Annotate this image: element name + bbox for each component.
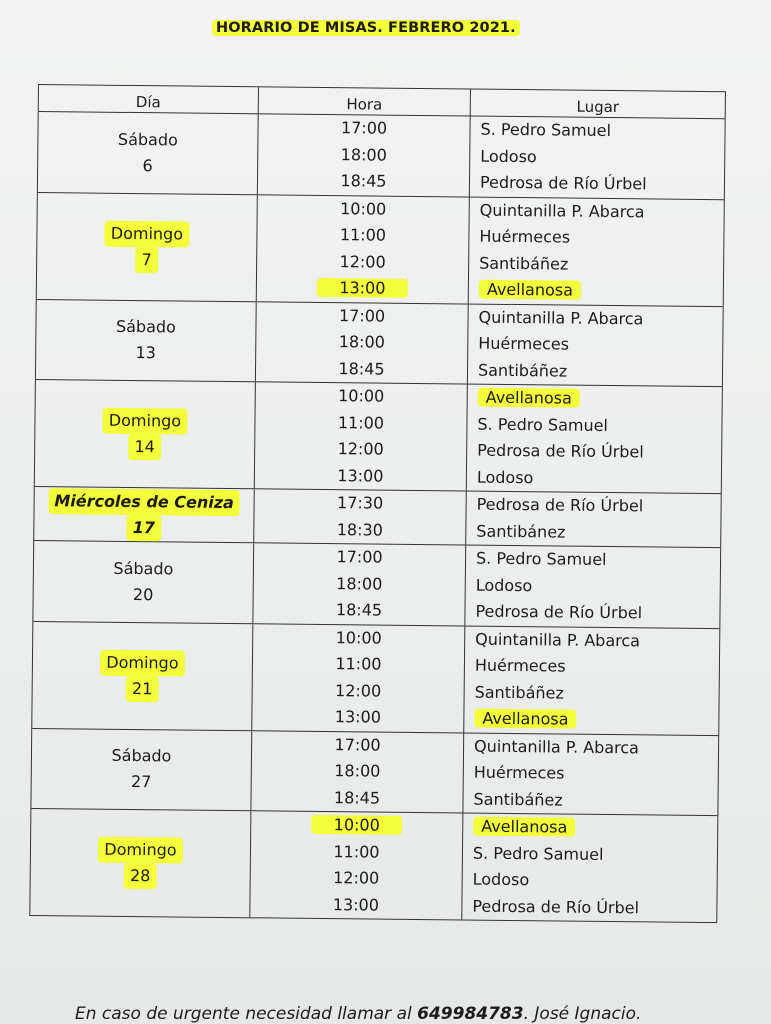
hora-row [256,328,467,357]
lugar-row [467,464,721,493]
day-group [37,193,724,307]
hora-row [256,382,467,411]
lugar-cell [466,492,721,548]
lugar-cell [470,117,725,199]
day-name: Domingo [98,837,183,864]
lugar-row [465,599,719,628]
hora-value: 17:00 [340,118,388,138]
lugar-value: Santibáñez [473,789,563,810]
day-name: Miércoles de Ceniza [48,488,240,516]
hora-cell [256,302,469,384]
day-cell [37,193,258,301]
lugar-value: Huérmeces [473,762,565,783]
day-group [32,621,719,735]
lugar-value: Huérmeces [479,226,571,247]
lugar-row [463,840,717,869]
lugar-value: Avellanosa [473,817,575,837]
day-name: Sábado [111,746,172,766]
hora-value: 13:00 [334,707,382,727]
page-title-text: HORARIO DE MISAS. FEBRERO 2021. [212,20,520,36]
lugar-value: Santibáñez [479,253,569,274]
hora-row [257,221,468,250]
lugar-value: Pedrosa de Río Úrbel [477,440,644,462]
lugar-cell [467,385,722,494]
hora-row [257,248,468,277]
day-number: 28 [124,863,157,889]
hora-row [256,302,467,331]
hora-cell [253,543,466,625]
hora-value: 10:00 [338,386,385,406]
day-cell [35,380,256,488]
day-name: Sábado [115,317,176,337]
lugar-cell [462,813,717,922]
hora-value: 18:00 [338,332,385,352]
day-number: 27 [130,772,152,792]
day-number: 7 [135,247,157,273]
hora-value: 18:45 [333,787,381,808]
lugar-value: Quintanilla P. Abarca [475,629,641,650]
hora-value: 18:45 [338,358,385,379]
mass-schedule-table [29,84,726,923]
day-cell [33,541,254,623]
hora-cell [258,114,471,196]
footer-text-after: . José Ignacio. [523,1004,642,1024]
lugar-row [468,357,722,386]
day-name: Sábado [117,129,178,150]
day-number: 20 [132,584,154,604]
day-number: 17 [127,514,162,540]
hora-value: 11:00 [339,225,387,245]
hora-value: 18:30 [336,519,383,540]
lugar-value: Santibáñez [474,682,564,703]
lugar-row [464,706,718,735]
lugar-value: S. Pedro Samuel [480,119,612,141]
day-group [36,299,723,387]
lugar-row [468,385,722,414]
hora-row [255,462,466,491]
day-number: 21 [126,675,159,701]
table-body [30,112,724,922]
day-number: 6 [142,155,153,175]
hora-row [253,650,464,679]
day-cell [38,112,259,194]
footer-note [75,1004,641,1024]
lugar-value: S. Pedro Samuel [477,414,609,435]
lugar-row [462,893,716,922]
page-title [212,20,520,36]
hora-row [258,167,469,196]
hora-cell [252,624,465,732]
hora-value: 18:00 [334,761,381,781]
hora-value: 18:00 [336,573,383,594]
lugar-value: Santibánez [476,521,566,542]
lugar-value: Lodoso [472,869,530,890]
lugar-value: Lodoso [476,467,534,487]
day-group [34,487,721,548]
lugar-value: S. Pedro Samuel [472,843,604,864]
day-group [31,728,718,816]
lugar-value: Lodoso [475,575,533,595]
lugar-value: Quintanilla P. Abarca [473,736,640,757]
hora-value: 12:00 [337,439,384,459]
hora-row [258,114,469,143]
day-name: Sábado [113,558,174,579]
day-cell [32,621,253,729]
lugar-row [468,331,722,360]
lugar-cell [468,304,723,386]
hora-row [252,731,463,760]
lugar-value: Santibáñez [477,360,568,381]
hora-cell [255,382,468,490]
hora-value: 10:00 [340,198,387,219]
hora-cell [251,731,464,813]
lugar-value: Quintanilla P. Abarca [478,307,644,328]
hora-row [251,784,462,813]
hora-value: 12:00 [339,251,386,272]
header-hora: Hora [259,87,471,115]
lugar-row [466,492,720,521]
day-group [33,541,720,629]
lugar-value: Pedrosa de Río Úrbel [475,601,643,623]
hora-value: 11:00 [337,412,385,433]
hora-row [251,811,462,840]
day-name: Domingo [103,408,188,435]
hora-row [252,757,463,786]
hora-value: 13:00 [332,894,380,915]
lugar-row [463,813,717,842]
day-cell [31,728,252,810]
hora-value: 12:00 [333,868,380,888]
hora-cell [254,489,467,544]
day-name: Domingo [105,220,190,247]
hora-row [253,677,464,706]
hora-value: 17:00 [336,547,383,567]
lugar-row [468,304,722,333]
lugar-row [465,679,719,708]
hora-value: 18:45 [340,171,387,191]
lugar-row [466,518,720,547]
lugar-value: S. Pedro Samuel [475,548,607,569]
hora-cell [250,811,463,919]
lugar-row [469,277,723,306]
lugar-row [470,197,724,226]
day-group [30,809,717,922]
hora-value: 17:00 [334,734,381,755]
hora-value: 17:30 [336,493,384,513]
lugar-row [466,572,720,601]
lugar-row [470,117,724,146]
hora-value: 10:00 [335,627,382,648]
day-name: Domingo [100,649,185,676]
hora-value: 18:45 [335,600,383,620]
lugar-value: Avellanosa [479,280,581,300]
hora-value: 17:00 [338,305,386,326]
lugar-row [467,438,721,467]
lugar-value: Avellanosa [478,388,580,408]
lugar-row [469,250,723,279]
hora-row [258,141,469,170]
day-number: 13 [135,343,156,363]
hora-value: 10:00 [312,815,402,835]
lugar-row [466,546,720,575]
lugar-value: Avellanosa [474,709,576,729]
hora-value: 18:00 [340,144,387,165]
lugar-value: Huérmeces [478,333,570,354]
header-lugar: Lugar [576,97,620,117]
day-cell [36,299,257,381]
lugar-row [465,653,719,682]
footer-phone: 649984783 [417,1004,524,1024]
hora-value: 11:00 [335,654,382,674]
lugar-row [463,786,717,815]
header-dia: Día [39,85,259,113]
lugar-row [464,759,718,788]
lugar-value: Lodoso [480,146,537,166]
hora-row [253,596,464,625]
hora-row [254,489,465,518]
lugar-row [463,866,717,895]
hora-row [250,891,461,920]
lugar-value: Pedrosa de Río Úrbel [479,172,647,194]
lugar-row [467,411,721,440]
hora-row [251,838,462,867]
hora-row [254,516,465,545]
hora-row [256,355,467,384]
lugar-value: Huérmeces [474,655,566,676]
lugar-row [464,733,718,762]
lugar-row [465,626,719,655]
lugar-value: Quintanilla P. Abarca [479,200,645,221]
hora-value: 13:00 [337,465,384,486]
lugar-cell [469,197,724,306]
lugar-cell [465,546,720,628]
lugar-value: Pedrosa de Río Úrbel [476,494,644,516]
day-cell [34,487,255,542]
hora-row [257,274,468,303]
lugar-row [470,170,724,199]
hora-value: 12:00 [335,680,382,701]
hora-value: 13:00 [317,278,407,298]
day-number: 14 [128,434,161,460]
footer-text-before: En caso de urgente necesidad llamar al [75,1004,418,1024]
hora-row [254,543,465,572]
day-group [38,112,725,200]
hora-row [255,435,466,464]
hora-row [252,703,463,732]
hora-row [255,409,466,438]
hora-cell [257,195,470,303]
lugar-cell [464,626,719,735]
lugar-cell [463,733,718,815]
hora-row [258,195,469,224]
hora-row [253,624,464,653]
lugar-row [469,224,723,253]
day-cell [30,809,251,917]
hora-row [254,570,465,599]
hora-value: 11:00 [333,841,380,862]
lugar-value: Pedrosa de Río Úrbel [472,896,640,917]
lugar-row [470,143,724,172]
hora-row [251,864,462,893]
day-group [35,380,722,494]
